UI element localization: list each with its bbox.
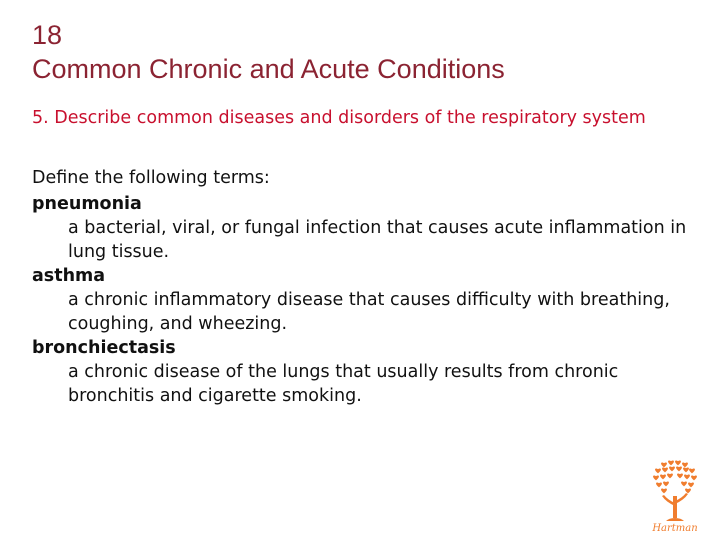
heart-icon [675, 461, 681, 466]
tree-of-hearts-icon [644, 458, 706, 534]
heart-icon [668, 461, 674, 466]
heart-icon [681, 482, 687, 487]
heart-icon [691, 476, 697, 481]
logo-wordmark: Hartman [652, 523, 698, 534]
heart-icon [688, 483, 694, 488]
heart-icon [682, 463, 688, 468]
terms-content [32, 166, 692, 408]
heart-icon [662, 468, 668, 473]
learning-objective: 5. Describe common diseases and disorders of the respiratory system [32, 108, 646, 128]
definition-bronchiectasis: a chronic disease of the lungs that usually results from chronic bronchitis and cigarette smoking. [68, 362, 619, 406]
heart-icon [685, 489, 691, 494]
heart-icon [677, 474, 683, 479]
heart-icon [689, 469, 695, 474]
definition-asthma: a chronic inflammatory disease that causes difficulty with breathing, coughing, and wheezing. [68, 290, 670, 334]
heart-icon [663, 482, 669, 487]
heart-icon [660, 475, 666, 480]
heart-icon [655, 469, 661, 474]
heart-icon [684, 475, 690, 480]
chapter-title: Common Chronic and Acute Conditions [32, 54, 505, 84]
term-pneumonia: pneumonia [32, 194, 142, 214]
heart-icon [669, 467, 675, 472]
heart-icon [676, 467, 682, 472]
heart-icon [661, 463, 667, 468]
heart-icon [661, 489, 667, 494]
slide-title [32, 18, 505, 86]
heart-icon [656, 483, 662, 488]
definition-pneumonia: a bacterial, viral, or fungal infection that causes acute inflammation in lung tissue. [68, 218, 687, 262]
heart-icon [683, 468, 689, 473]
heart-icon [667, 474, 673, 479]
terms-intro: Define the following terms: [32, 168, 270, 188]
term-bronchiectasis: bronchiectasis [32, 338, 176, 358]
chapter-number: 18 [32, 20, 63, 50]
term-asthma: asthma [32, 266, 106, 286]
heart-icon [653, 476, 659, 481]
hartman-logo [644, 458, 706, 534]
